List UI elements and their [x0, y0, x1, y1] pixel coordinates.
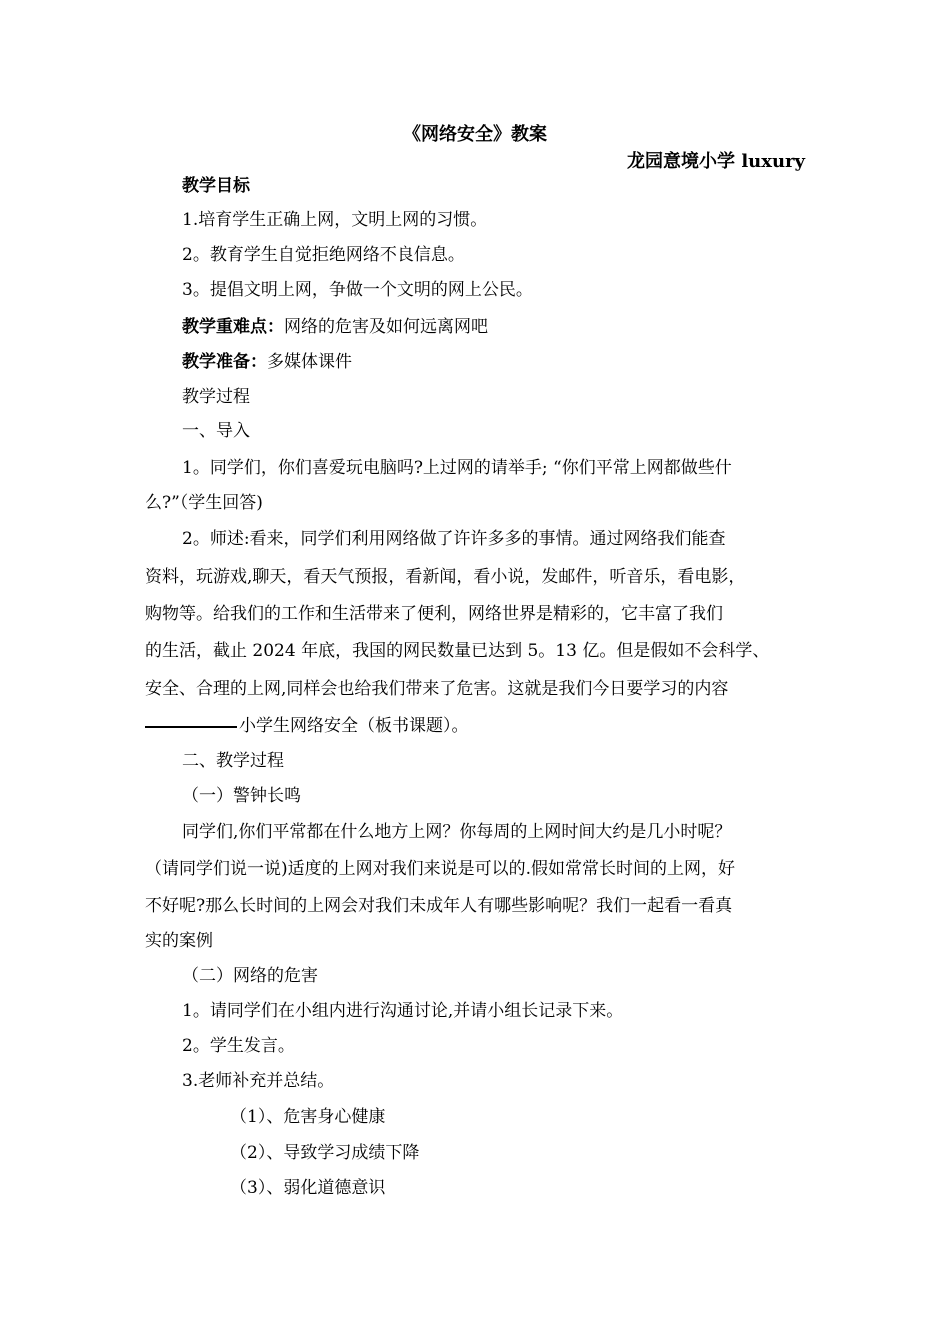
paragraph-line: 2。师述:看来，同学们利用网络做了许许多多的事情。通过网络我们能查 — [182, 529, 726, 549]
paragraph-line: （请同学们说一说)适度的上网对我们来说是可以的.假如常常长时间的上网，好 — [145, 859, 736, 879]
preparation-text: 多媒体课件 — [267, 352, 352, 372]
key-points-line — [182, 310, 862, 344]
document-title: 《网络安全》教案 — [403, 124, 547, 145]
lesson-topic-text: 小学生网络安全（板书课题）。 — [239, 716, 469, 736]
objectives-heading: 教学目标 — [182, 176, 250, 196]
subsection-heading: （二）网络的危害 — [182, 966, 318, 986]
subsection-heading: （一）警钟长鸣 — [182, 786, 301, 806]
key-points-label: 教学重难点： — [182, 317, 284, 337]
preparation-line — [182, 345, 862, 379]
paragraph-line: 的生活，截止 2024 年底，我国的网民数量已达到 5。13 亿。但是假如不会科学、 — [145, 641, 770, 661]
section2-heading: 二、教学过程 — [182, 751, 284, 771]
author-line: 龙园意境小学 luxury — [627, 151, 805, 172]
objective-item: 1.培育学生正确上网，文明上网的习惯。 — [182, 210, 488, 230]
preparation-label: 教学准备： — [182, 352, 267, 372]
paragraph-line: 资料，玩游戏,聊天，看天气预报，看新闻，看小说，发邮件，听音乐，看电影， — [145, 567, 746, 587]
paragraph-line — [145, 709, 825, 743]
paragraph-line: 1。同学们，你们喜爱玩电脑吗?上过网的请举手; “你们平常上网都做些什 — [182, 458, 732, 478]
key-points-text: 网络的危害及如何远离网吧 — [284, 317, 488, 337]
paragraph-line: 么?”（学生回答) — [145, 493, 263, 513]
process-heading: 教学过程 — [182, 387, 250, 407]
paragraph-line: 实的案例 — [145, 931, 213, 951]
list-item: 1。请同学们在小组内进行沟通讨论,并请小组长记录下来。 — [182, 1001, 624, 1021]
paragraph-line: 购物等。给我们的工作和生活带来了便利，网络世界是精彩的，它丰富了我们 — [145, 604, 723, 624]
paragraph-line: 同学们,你们平常都在什么地方上网？你每周的上网时间大约是几小时呢？ — [182, 822, 732, 842]
em-dash-line — [145, 726, 237, 728]
paragraph-line: 不好呢?那么长时间的上网会对我们未成年人有哪些影响呢？我们一起看一看真 — [145, 896, 733, 916]
paragraph-line: 安全、合理的上网,同样会也给我们带来了危害。这就是我们今日要学习的内容 — [145, 679, 729, 699]
harm-item: （3）、弱化道德意识 — [230, 1178, 386, 1198]
list-item: 3.老师补充并总结。 — [182, 1071, 335, 1091]
section1-heading: 一、导入 — [182, 421, 250, 441]
list-item: 2。学生发言。 — [182, 1036, 295, 1056]
objective-item: 2。教育学生自觉拒绝网络不良信息。 — [182, 245, 465, 265]
objective-item: 3。提倡文明上网，争做一个文明的网上公民。 — [182, 280, 533, 300]
harm-item: （2）、导致学习成绩下降 — [230, 1143, 420, 1163]
harm-item: （1）、危害身心健康 — [230, 1107, 386, 1127]
